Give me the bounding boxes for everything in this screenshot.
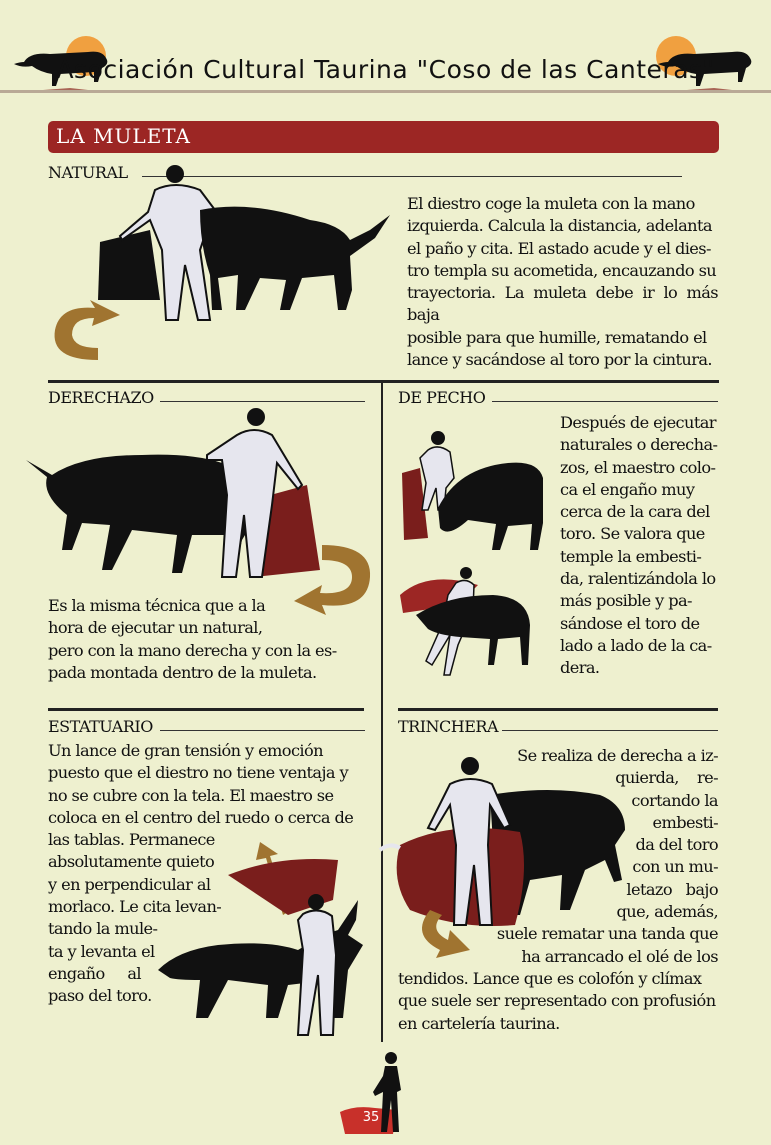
de-pecho-text-line: cerca de la cara del: [560, 502, 710, 522]
de-pecho-text-line: temple la embesti-: [560, 546, 702, 566]
trinchera-text-line: ha arrancado el olé de los: [521, 946, 718, 966]
trinchera-text-line: en cartelería taurina.: [398, 1013, 560, 1033]
estatuario-text-line: engaño al: [48, 963, 141, 983]
estatuario-text-line: morlaco. Le cita levan-: [48, 897, 222, 917]
heading-derechazo: DERECHAZO: [48, 388, 154, 407]
natural-text-line: el paño y cita. El astado acude y el dies-: [407, 238, 711, 258]
page-number: 35: [362, 1110, 380, 1125]
de-pecho-text-line: sándose el toro de: [560, 613, 700, 633]
section-title-bar: [48, 121, 719, 153]
natural-text-line: tro templa su acometida, encauzando su: [407, 260, 717, 280]
natural-text-line: El diestro coge la muleta con la mano: [407, 194, 695, 213]
heading-natural: NATURAL: [48, 163, 128, 182]
trinchera-text-line: letazo bajo: [626, 879, 718, 899]
de-pecho-text-line: dera.: [560, 658, 600, 678]
derechazo-text-line: pada montada dentro de la muleta.: [48, 662, 317, 682]
trinchera-text-line: que suele ser representado con profusión: [398, 991, 716, 1011]
section-title: LA MULETA: [56, 124, 191, 148]
trinchera-text-line: cortando la: [631, 790, 718, 810]
section-divider-left: [48, 708, 364, 711]
trinchera-text-line: embesti-: [652, 812, 718, 832]
trinchera-text-line: con un mu-: [632, 857, 718, 877]
estatuario-text-line: las tablas. Permanece: [48, 830, 215, 850]
heading-de-pecho: DE PECHO: [398, 388, 486, 407]
natural-text-line: izquierda. Calcula la distancia, adelanta: [407, 216, 712, 236]
trinchera-text-line: suele rematar una tanda que: [496, 924, 718, 944]
de-pecho-illustration-bottom: [398, 565, 548, 680]
de-pecho-text-line: Después de ejecutar: [560, 413, 716, 432]
estatuario-text-line: ta y levanta el: [48, 941, 155, 961]
natural-text-line: lance y sacándose al toro por la cintura.: [407, 350, 712, 370]
trinchera-text-line: Se realiza de derecha a iz-: [517, 746, 718, 765]
natural-text-line: posible para que humille, rematando el: [407, 327, 707, 347]
natural-text-line: trayectoria. La muleta debe ir lo más baja: [407, 283, 718, 325]
heading-derechazo-rule: [160, 401, 365, 402]
association-title: Asociación Cultural Taurina "Coso de las Canteras": [56, 55, 715, 84]
de-pecho-text-line: da, ralentizándola lo: [560, 569, 716, 589]
trinchera-text-line: que, además,: [616, 902, 718, 922]
section-divider: [48, 380, 719, 383]
derechazo-illustration: [22, 405, 362, 615]
heading-estatuario: ESTATUARIO: [48, 717, 153, 736]
de-pecho-text-line: más posible y pa-: [560, 591, 692, 611]
heading-trinchera: TRINCHERA: [398, 717, 499, 736]
derechazo-text-line: pero con la mano derecha y con la es-: [48, 640, 337, 660]
estatuario-text-line: paso del toro.: [48, 986, 152, 1006]
estatuario-text-line: puesto que el diestro no tiene ventaja y: [48, 763, 349, 783]
heading-estatuario-rule: [160, 730, 365, 731]
de-pecho-text-line: ca el engaño muy: [560, 479, 695, 499]
derechazo-text-line: hora de ejecutar un natural,: [48, 618, 263, 638]
de-pecho-illustration-top: [398, 428, 548, 553]
natural-illustration: [50, 160, 390, 360]
estatuario-text-line: y en perpendicular al: [48, 874, 211, 894]
heading-trinchera-rule: [502, 730, 718, 731]
de-pecho-text-line: toro. Se valora que: [560, 524, 705, 544]
section-divider-right: [398, 708, 718, 711]
trinchera-text-line: tendidos. Lance que es colofón y clímax: [398, 968, 702, 988]
trinchera-text-line: da del toro: [635, 835, 718, 855]
derechazo-text-line: Es la misma técnica que a la: [48, 596, 266, 615]
heading-de-pecho-rule: [492, 401, 718, 402]
estatuario-text-line: Un lance de gran tensión y emoción: [48, 741, 323, 760]
trinchera-text-line: quierda, re-: [615, 768, 718, 788]
de-pecho-text-line: zos, el maestro colo-: [560, 457, 716, 477]
de-pecho-text-line: lado a lado de la ca-: [560, 635, 712, 655]
estatuario-text-line: no se cubre con la tela. El maestro se: [48, 785, 334, 805]
estatuario-text-line: absolutamente quieto: [48, 852, 215, 872]
estatuario-text-line: coloca en el centro del ruedo o cerca de: [48, 807, 354, 827]
header-divider: [0, 90, 771, 93]
estatuario-text-line: tando la mule-: [48, 919, 158, 939]
de-pecho-text-line: naturales o derecha-: [560, 435, 718, 455]
